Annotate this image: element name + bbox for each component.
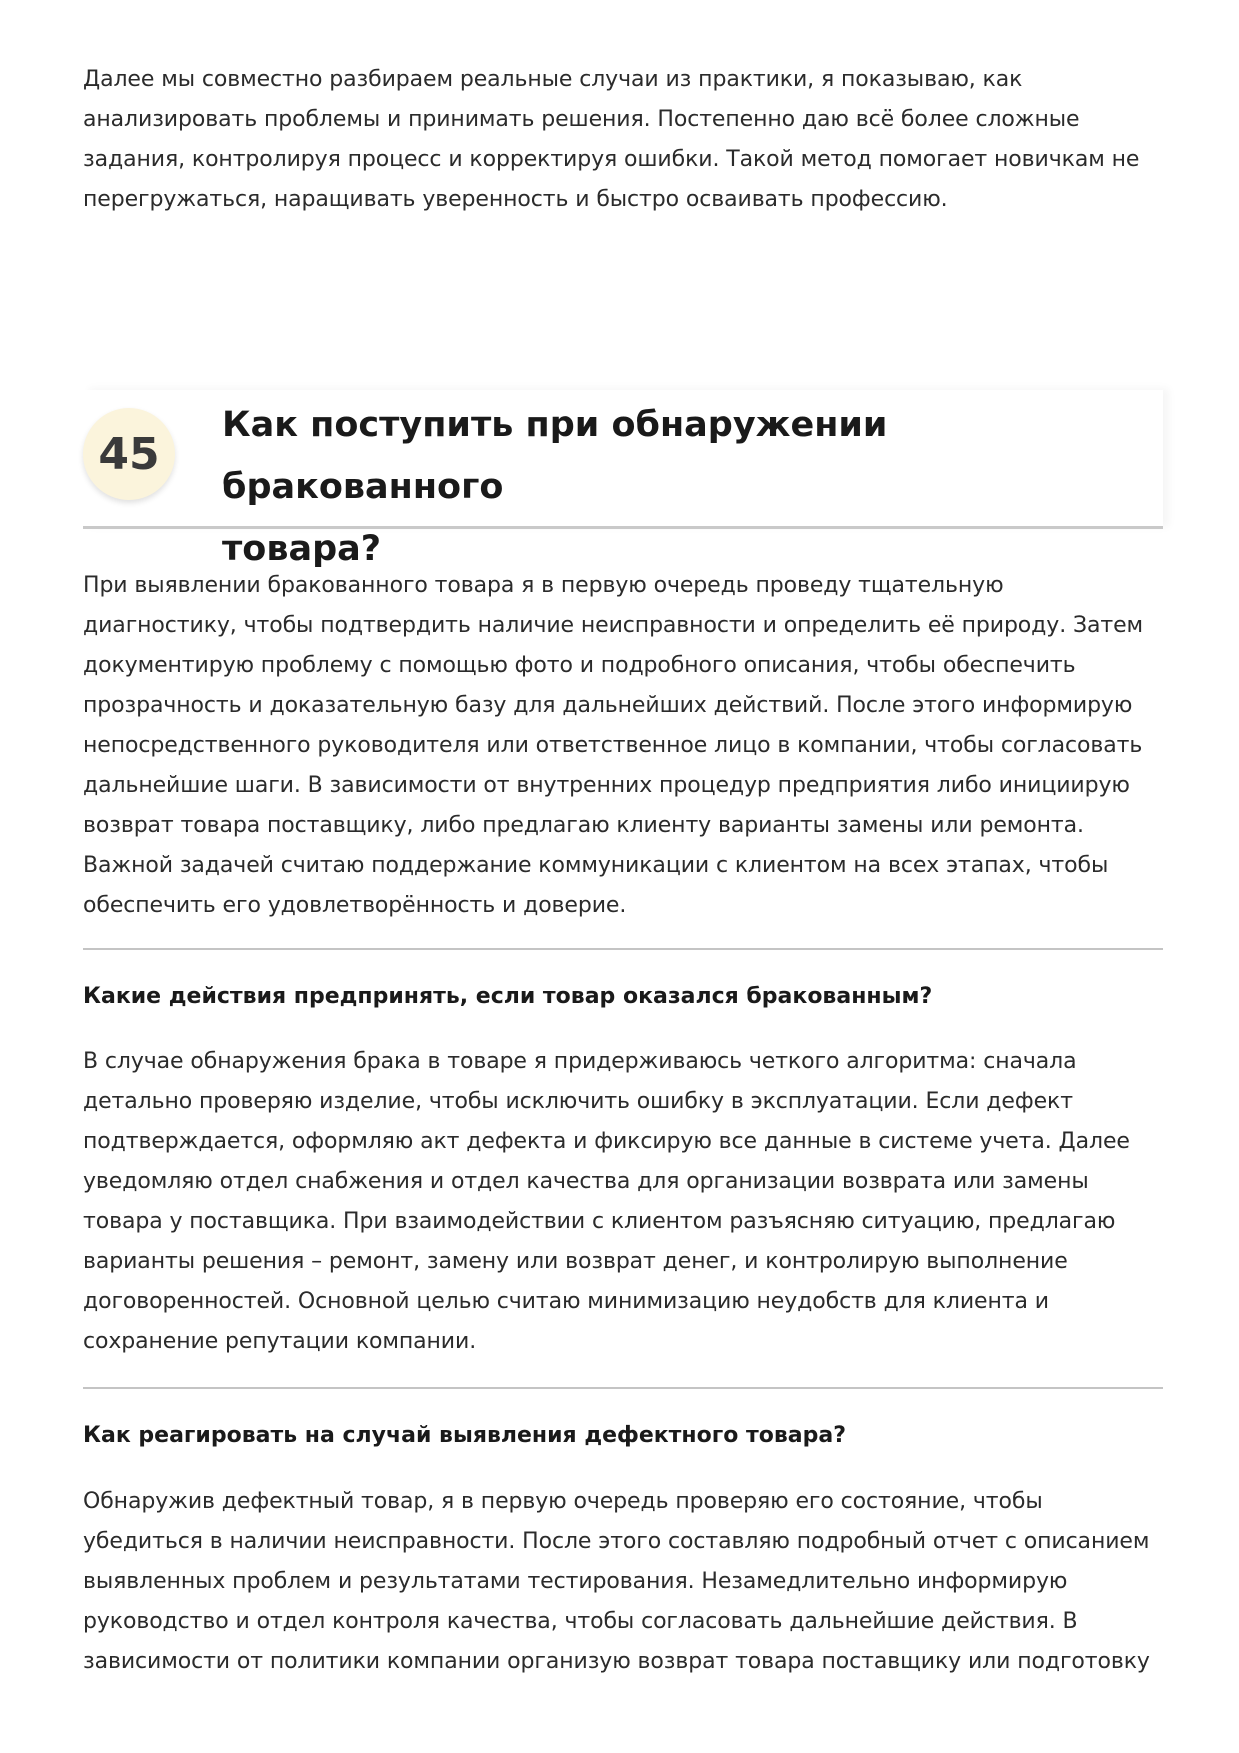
title-line: товара? <box>222 529 382 569</box>
text-line: Важной задачей считаю поддержание коммуникации с клиентом на всех этапах, чтобы <box>83 853 1109 878</box>
text-line: непосредственного руководителя или ответственное лицо в компании, чтобы согласовать <box>83 733 1143 758</box>
variant-question: Какие действия предпринять, если товар оказался бракованным? <box>83 984 933 1009</box>
text-line: В случае обнаружения брака в товаре я придерживаюсь четкого алгоритма: сначала <box>83 1049 1077 1074</box>
text-line: детально проверяю изделие, чтобы исключить ошибку в эксплуатации. Если дефект <box>83 1089 1073 1114</box>
intro-paragraph <box>83 60 1163 220</box>
text-line: выявленных проблем и результатами тестирования. Незамедлительно информирую <box>83 1569 1068 1594</box>
text-line: анализировать проблемы и принимать решения. Постепенно даю всё более сложные <box>83 107 1080 132</box>
variant-answer <box>83 1042 1163 1362</box>
question-header <box>83 390 1163 569</box>
text-line: руководство и отдел контроля качества, чтобы согласовать дальнейшие действия. В <box>83 1609 1078 1634</box>
text-line: задания, контролируя процесс и корректируя ошибки. Такой метод помогает новичкам не <box>83 147 1140 172</box>
text-line: Далее мы совместно разбираем реальные случаи из практики, я показываю, как <box>83 67 1023 92</box>
text-line: возврат товара поставщику, либо предлагаю клиенту варианты замены или ремонта. <box>83 813 1084 838</box>
text-line: подтверждается, оформляю акт дефекта и фиксирую все данные в системе учета. Далее <box>83 1129 1130 1154</box>
text-line: товара у поставщика. При взаимодействии с клиентом разъясняю ситуацию, предлагаю <box>83 1209 1116 1234</box>
text-line: зависимости от политики компании организую возврат товара поставщику или подготовку <box>83 1649 1150 1674</box>
section-divider <box>83 1387 1163 1389</box>
variant-answer <box>83 1482 1163 1682</box>
section-divider <box>83 948 1163 950</box>
question-title <box>222 394 1142 580</box>
text-line: дальнейшие шаги. В зависимости от внутренних процедур предприятия либо инициирую <box>83 773 1130 798</box>
title-line: Как поступить при обнаружении бракованного <box>222 405 888 507</box>
text-line: Обнаружив дефектный товар, я в первую очередь проверяю его состояние, чтобы <box>83 1489 1043 1514</box>
text-line: сохранение репутации компании. <box>83 1329 477 1354</box>
text-line: диагностику, чтобы подтвердить наличие неисправности и определить её природу. Затем <box>83 613 1144 638</box>
question-number-badge: 45 <box>83 408 175 500</box>
text-line: варианты решения – ремонт, замену или возврат денег, и контролирую выполнение <box>83 1249 1068 1274</box>
text-line: уведомляю отдел снабжения и отдел качества для организации возврата или замены <box>83 1169 1089 1194</box>
text-line: При выявлении бракованного товара я в первую очередь проведу тщательную <box>83 573 1004 598</box>
text-line: договоренностей. Основной целью считаю минимизацию неудобств для клиента и <box>83 1289 1049 1314</box>
text-line: документирую проблему с помощью фото и подробного описания, чтобы обеспечить <box>83 653 1076 678</box>
text-line: перегружаться, наращивать уверенность и быстро осваивать профессию. <box>83 187 948 212</box>
text-line: убедиться в наличии неисправности. После этого составляю подробный отчет с описанием <box>83 1529 1150 1554</box>
main-answer <box>83 566 1163 926</box>
variant-question: Как реагировать на случай выявления дефектного товара? <box>83 1423 847 1448</box>
text-line: обеспечить его удовлетворённость и доверие. <box>83 893 627 918</box>
text-line: прозрачность и доказательную базу для дальнейших действий. После этого информирую <box>83 693 1133 718</box>
